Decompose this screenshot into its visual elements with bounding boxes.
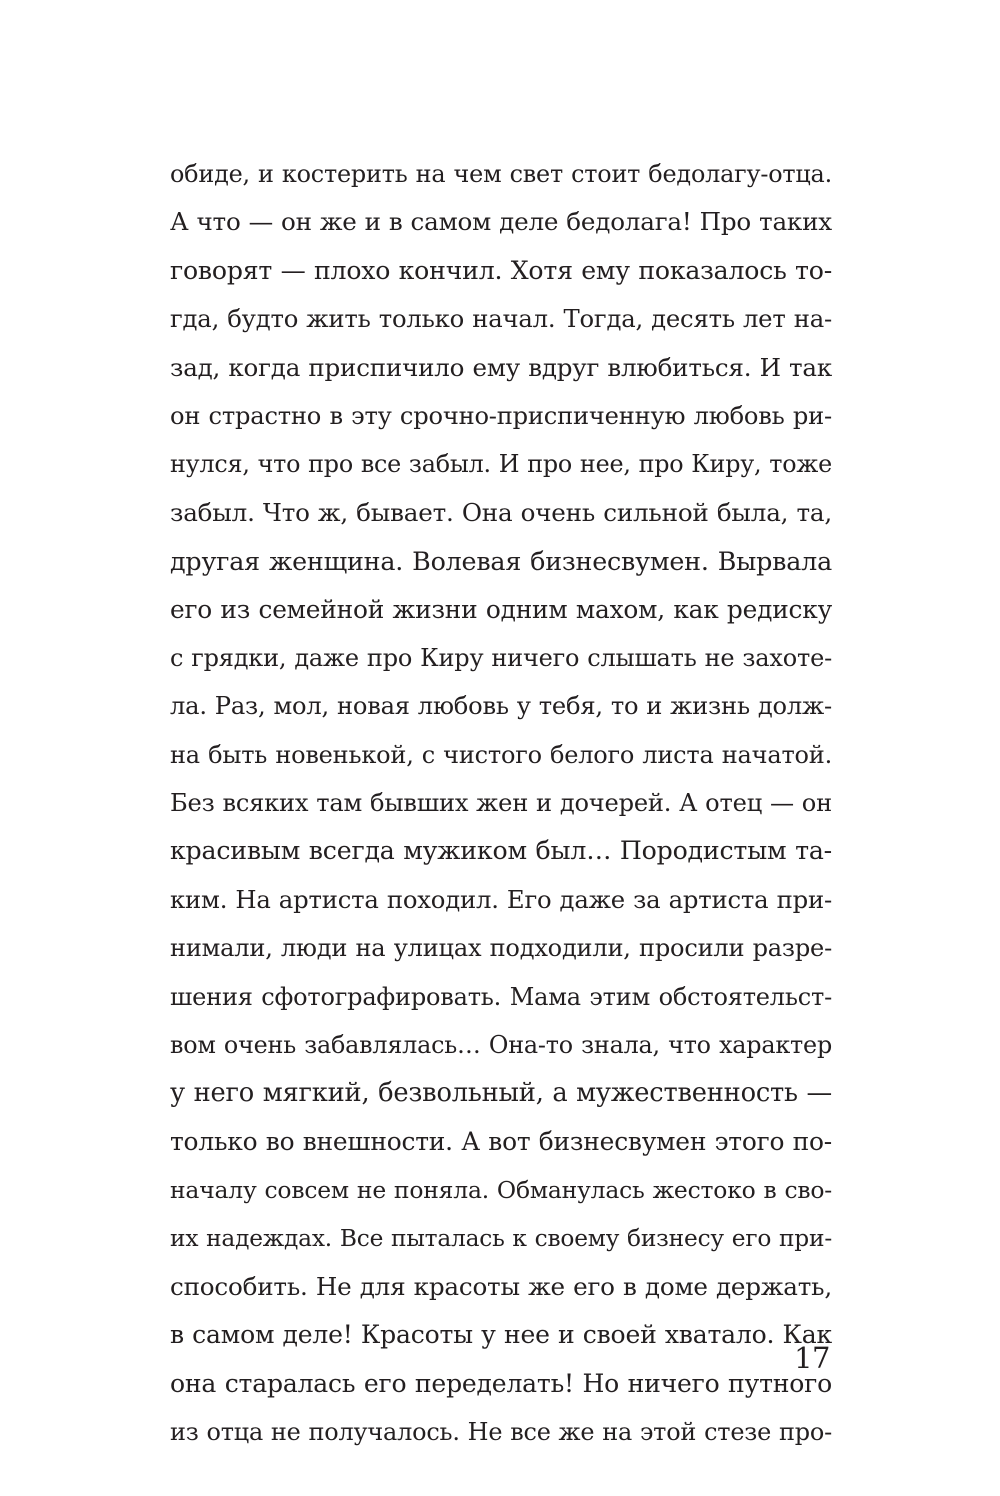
text-line: с грядки, даже про Киру ничего слышать не захоте- bbox=[170, 643, 832, 672]
page-number: 17 bbox=[794, 1341, 830, 1375]
text-line: другая женщина. Волевая бизнесвумен. Вырвала bbox=[170, 546, 832, 577]
body-text bbox=[170, 150, 832, 1457]
text-line: ким. На артиста походил. Его даже за артиста при- bbox=[170, 884, 832, 914]
text-line: только во внешности. А вот бизнесвумен этого по- bbox=[170, 1126, 832, 1156]
text-line: забыл. Что ж, бывает. Она очень сильной была, та, bbox=[170, 497, 832, 527]
text-line: началу совсем не поняла. Обманулась жестоко в сво- bbox=[170, 1176, 832, 1205]
text-line: зад, когда приспичило ему вдруг влюбиться. И так bbox=[170, 352, 832, 382]
text-line: вом очень забавлялась… Она-то знала, что характер bbox=[170, 1031, 832, 1060]
text-line: в самом деле! Красоты у нее и своей хватало. Как bbox=[170, 1320, 832, 1350]
text-line: ла. Раз, мол, новая любовь у тебя, то и жизнь долж- bbox=[170, 692, 832, 721]
text-line: его из семейной жизни одним махом, как редиску bbox=[170, 594, 832, 624]
text-line: их надеждах. Все пыталась к своему бизнесу его при- bbox=[170, 1224, 832, 1252]
text-line: красивым всегда мужиком был… Породистым та- bbox=[170, 836, 832, 866]
text-line: обиде, и костерить на чем свет стоит бедолагу-отца. bbox=[170, 160, 832, 188]
text-line: нимали, люди на улицах подходили, просили разре- bbox=[170, 934, 832, 963]
text-line: способить. Не для красоты же его в доме держать, bbox=[170, 1271, 832, 1301]
text-line: из отца не получалось. Не все же на этой стезе про- bbox=[170, 1418, 832, 1447]
text-line: у него мягкий, безвольный, а мужественность — bbox=[170, 1078, 832, 1109]
text-line: А что — он же и в самом деле бедолага! Про таких bbox=[170, 207, 832, 237]
text-line: на быть новенькой, с чистого белого листа начатой. bbox=[170, 740, 832, 769]
text-line: нулся, что про все забыл. И про нее, про Киру, тоже bbox=[170, 450, 832, 479]
text-line: она старалась его переделать! Но ничего путного bbox=[170, 1368, 832, 1398]
text-line: Без всяких там бывших жен и дочерей. А отец — он bbox=[170, 789, 832, 818]
text-line: шения сфотографировать. Мама этим обстоятельст- bbox=[170, 982, 832, 1011]
text-line: гда, будто жить только начал. Тогда, десять лет на- bbox=[170, 304, 832, 334]
text-line: он страстно в эту срочно-приспиченную любовь ри- bbox=[170, 401, 832, 430]
text-line: говорят — плохо кончил. Хотя ему показалось то- bbox=[170, 255, 832, 285]
